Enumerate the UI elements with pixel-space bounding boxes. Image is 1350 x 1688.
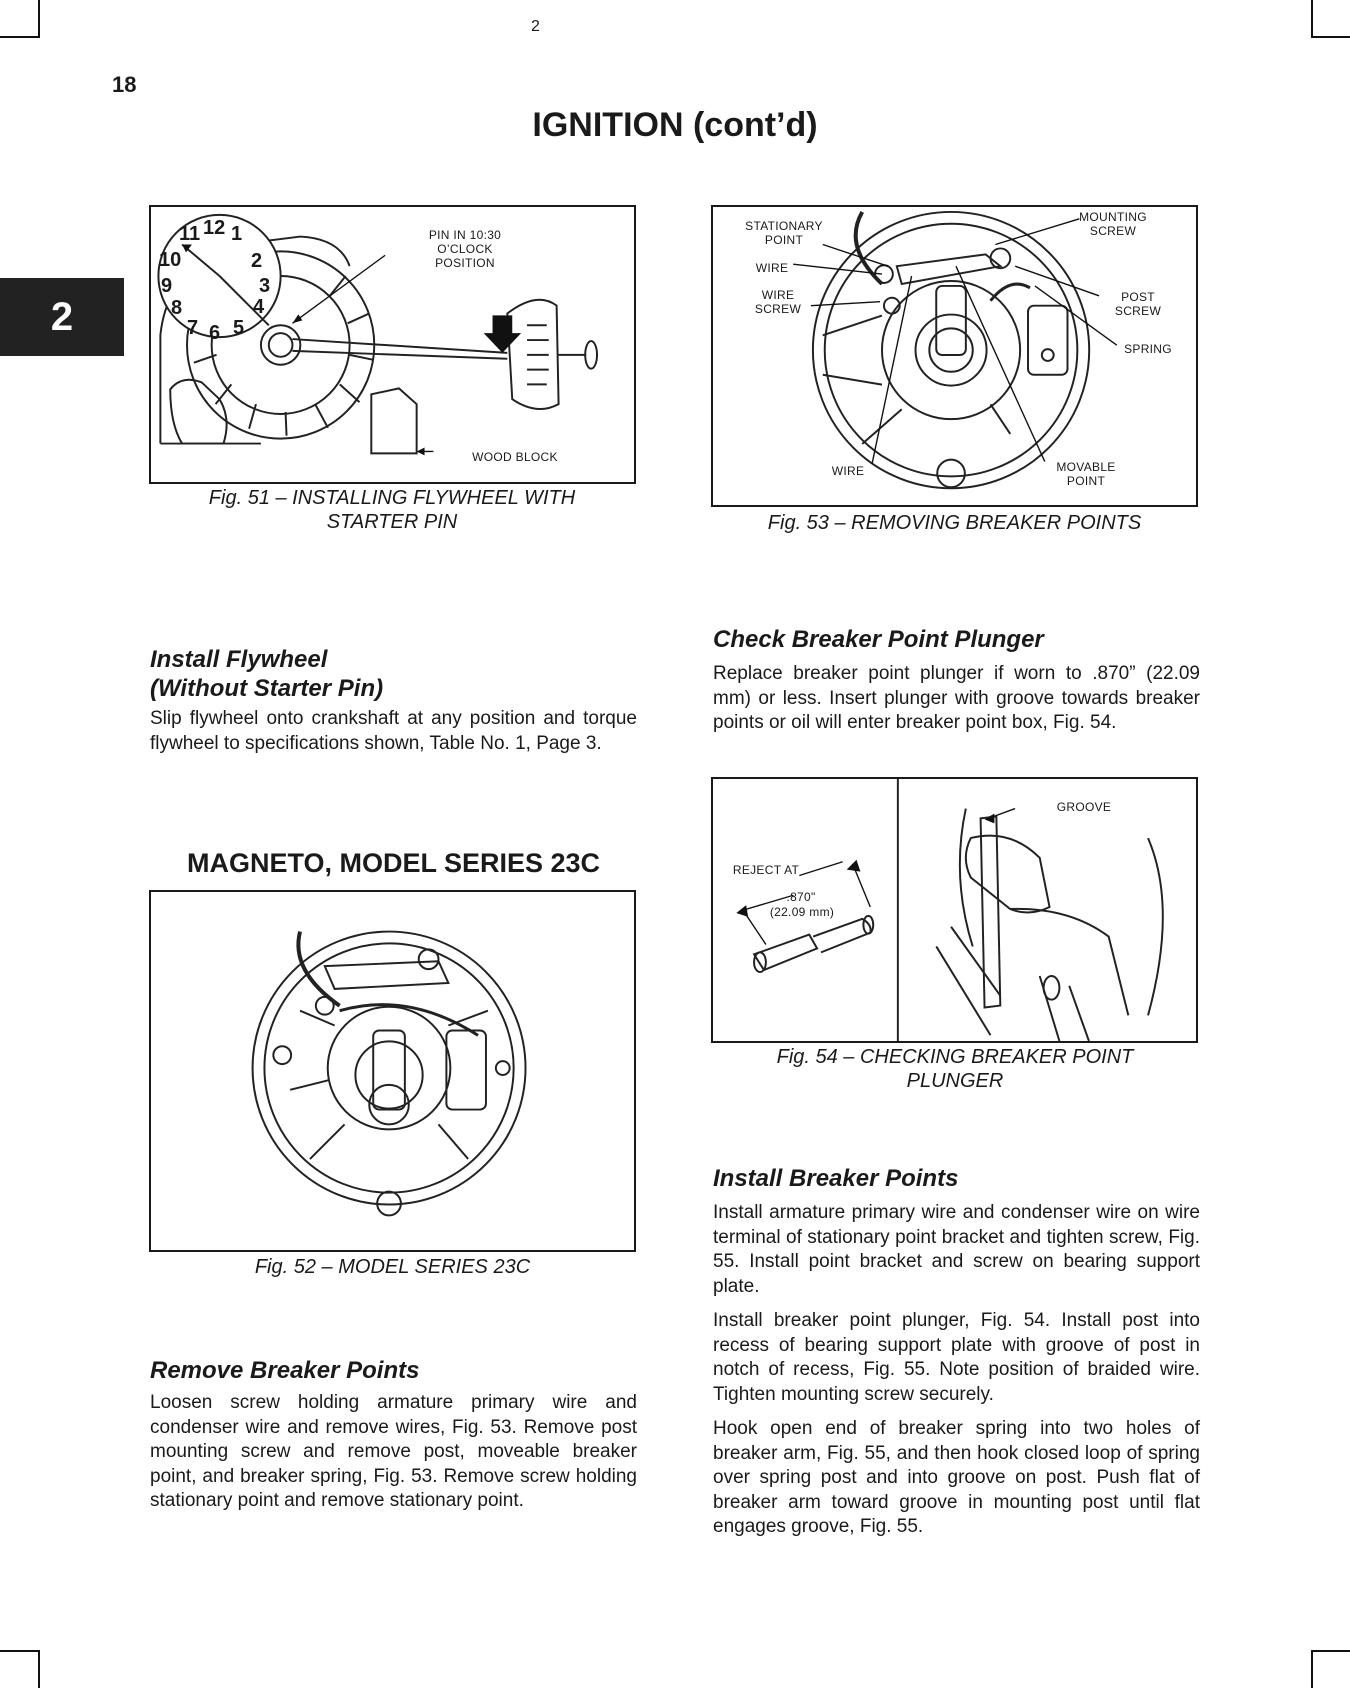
fig54-label-reject: REJECT AT <box>732 863 800 877</box>
clock-number: 6 <box>209 322 221 344</box>
check-plunger-heading: Check Breaker Point Plunger <box>713 626 1044 653</box>
fig52-caption: Fig. 52 – MODEL SERIES 23C <box>254 1256 531 1278</box>
clock-number: 11 <box>179 223 201 245</box>
crop-mark <box>1311 0 1313 38</box>
check-plunger-text: Replace breaker point plunger if worn to .870” (22.09 mm) or less. Insert plunger with groove towards breaker points or oil will enter breaker point box, Fig. 54. <box>713 663 1200 733</box>
clock-number: 9 <box>161 275 173 297</box>
fig53-caption: Fig. 53 – REMOVING BREAKER POINTS <box>767 512 1142 534</box>
clock-number: 2 <box>251 250 263 272</box>
chapter-tab: 2 <box>0 278 124 356</box>
crop-mark <box>1311 1650 1313 1688</box>
clock-number: 4 <box>253 296 265 318</box>
crop-mark <box>1313 1650 1350 1652</box>
crop-mark <box>1313 36 1350 38</box>
install-paragraph-1: Install armature primary wire and condenser wire on wire terminal of stationary point bracket and tighten screw, Fig. 55. Install point bracket and screw on bearing support plate. <box>713 1202 1200 1297</box>
clock-numbers <box>149 205 309 345</box>
fig53-label-wire-top: WIRE <box>755 261 789 275</box>
install-breaker-points-text <box>713 1201 1200 1550</box>
install-flywheel-heading-line1: Install Flywheel <box>150 646 328 673</box>
fig53-label-movable-point: MOVABLE POINT <box>1056 460 1116 488</box>
fig52-illustration <box>149 890 636 1252</box>
clock-number: 5 <box>233 317 245 339</box>
fig53-label-stationary-point: STATIONARY POINT <box>745 219 823 247</box>
remove-breaker-points-text: Loosen screw holding armature primary wire and condenser wire and remove wires, Fig. 53. Remove post mounting screw and remove post, moveable breaker point, and breaker spring, Fig. 53. Remove screw holding stationary point and remove stationary point. <box>150 1392 637 1511</box>
page-title: IGNITION (cont’d) <box>532 106 818 144</box>
fig53-label-wire-bottom: WIRE <box>831 464 865 478</box>
crop-mark <box>38 0 40 38</box>
install-flywheel-text: Slip flywheel onto crankshaft at any position and torque flywheel to specifications shown, Table No. 1, Page 3. <box>150 708 637 754</box>
clock-number: 10 <box>159 249 182 271</box>
fig51-caption: Fig. 51 – INSTALLING FLYWHEEL WITH STARTER PIN <box>208 487 576 533</box>
clock-number: 1 <box>231 223 243 245</box>
magneto-drawing <box>151 892 634 1250</box>
install-flywheel-heading-line2: (Without Starter Pin) <box>150 675 384 702</box>
install-paragraph-3: Hook open end of breaker spring into two holes of breaker arm, Fig. 55, and then hook closed loop of spring over spring post and into groove on post. Push flat of breaker arm toward groove in mounting post until flat engages groove, Fig. 55. <box>713 1418 1200 1537</box>
install-breaker-points-heading: Install Breaker Points <box>713 1165 959 1192</box>
clock-number: 3 <box>259 275 271 297</box>
install-paragraph-2: Install breaker point plunger, Fig. 54. Install post into recess of bearing support plate with groove of post in notch of recess, Fig. 55. Note position of braided wire. Tighten mounting screw securely. <box>713 1310 1200 1405</box>
fig54-label-groove: GROOVE <box>1056 800 1112 814</box>
fig51-label-block: WOOD BLOCK <box>472 450 558 464</box>
remove-breaker-points-heading: Remove Breaker Points <box>150 1357 420 1384</box>
fig51-label-pin: PIN IN 10:30 O’CLOCK POSITION <box>428 228 502 270</box>
crop-mark <box>0 1650 38 1652</box>
clock-number: 8 <box>171 297 183 319</box>
crop-mark <box>0 36 38 38</box>
magneto-section-title: MAGNETO, MODEL SERIES 23C <box>186 848 601 878</box>
top-number: 2 <box>531 18 540 35</box>
fig53-label-wire-screw: WIRE SCREW <box>754 288 802 316</box>
fig53-label-spring: SPRING <box>1124 342 1172 356</box>
fig54-label-measure-mm: (22.09 mm) <box>769 905 835 919</box>
fig54-caption: Fig. 54 – CHECKING BREAKER POINT PLUNGER <box>776 1046 1134 1092</box>
fig53-label-post-screw: POST SCREW <box>1114 290 1162 318</box>
fig54-label-measure-in: .870" <box>786 890 816 904</box>
clock-number: 7 <box>187 317 199 339</box>
clock-number: 12 <box>203 217 226 239</box>
page-number: 18 <box>112 72 137 97</box>
fig53-label-mounting-screw: MOUNTING SCREW <box>1079 210 1147 238</box>
crop-mark <box>38 1650 40 1688</box>
install-flywheel-heading <box>150 645 640 703</box>
